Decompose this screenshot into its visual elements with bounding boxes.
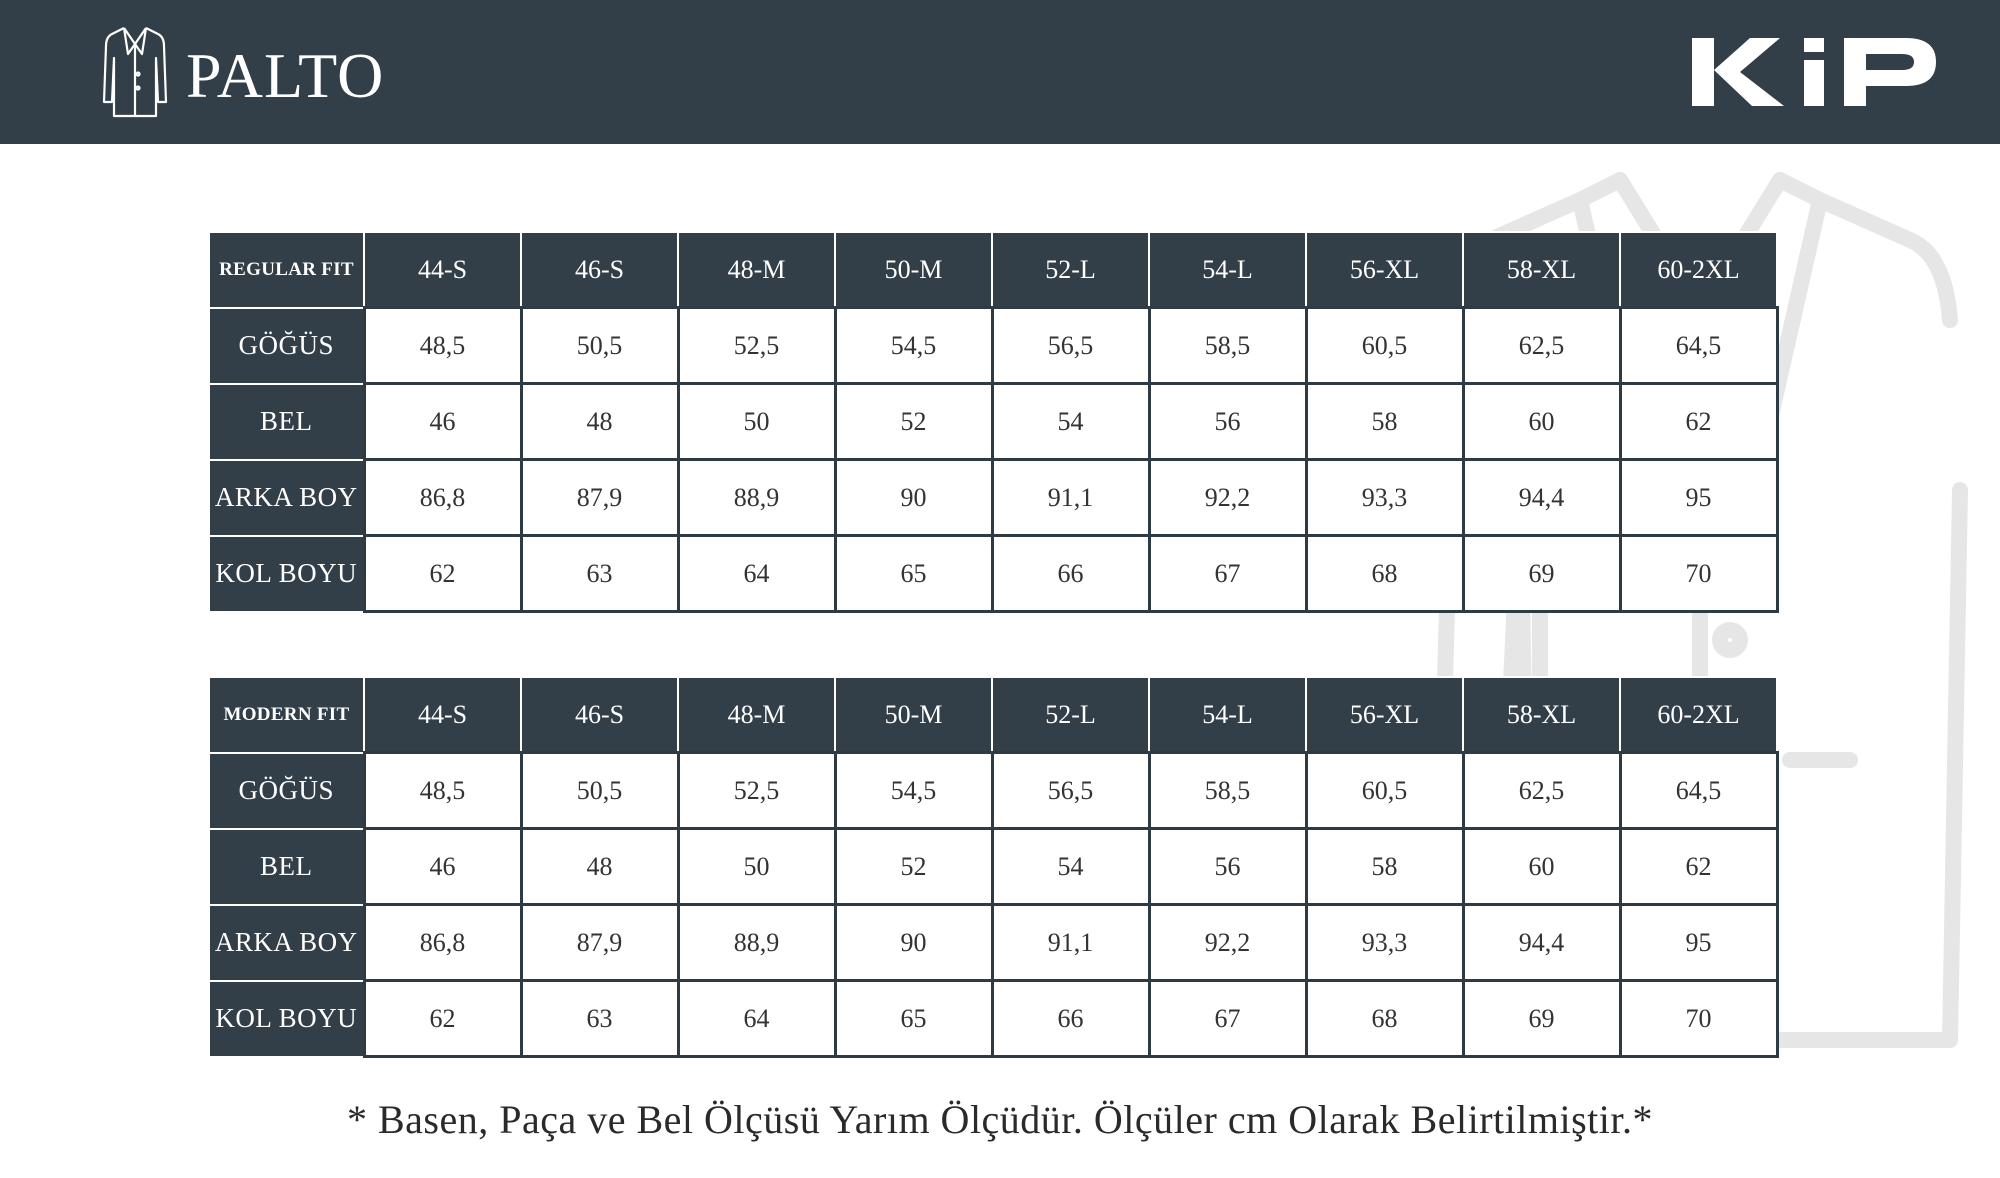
table-cell: 58	[1306, 829, 1463, 905]
row-label: KOL BOYU	[209, 981, 364, 1057]
table-cell: 86,8	[364, 905, 521, 981]
table-cell: 93,3	[1306, 905, 1463, 981]
coat-icon	[102, 24, 168, 120]
table-cell: 52	[835, 829, 992, 905]
row-label: GÖĞÜS	[209, 308, 364, 384]
table-cell: 87,9	[521, 460, 678, 536]
table-cell: 52	[835, 384, 992, 460]
size-header: 50-M	[835, 677, 992, 753]
table-cell: 64	[678, 981, 835, 1057]
size-header: 56-XL	[1306, 677, 1463, 753]
table-cell: 46	[364, 384, 521, 460]
size-header: 52-L	[992, 677, 1149, 753]
table-cell: 60,5	[1306, 753, 1463, 829]
size-header: 48-M	[678, 677, 835, 753]
table-cell: 91,1	[992, 460, 1149, 536]
table-cell: 70	[1620, 981, 1777, 1057]
table-cell: 56,5	[992, 308, 1149, 384]
regular-fit-table	[208, 231, 1779, 613]
header-row	[209, 677, 1777, 753]
table-cell: 66	[992, 536, 1149, 612]
table-cell: 67	[1149, 536, 1306, 612]
table-cell: 50	[678, 384, 835, 460]
modern-fit-table	[208, 676, 1779, 1058]
table-row	[209, 536, 1777, 612]
size-header: 54-L	[1149, 232, 1306, 308]
table-cell: 90	[835, 460, 992, 536]
size-header: 58-XL	[1463, 232, 1620, 308]
table-cell: 88,9	[678, 460, 835, 536]
table-cell: 70	[1620, 536, 1777, 612]
size-header: 48-M	[678, 232, 835, 308]
row-label: ARKA BOY	[209, 460, 364, 536]
table-cell: 65	[835, 981, 992, 1057]
table-row	[209, 829, 1777, 905]
table-cell: 64	[678, 536, 835, 612]
fit-label: MODERN FIT	[209, 677, 364, 753]
row-label: ARKA BOY	[209, 905, 364, 981]
table-cell: 95	[1620, 460, 1777, 536]
table-cell: 54	[992, 384, 1149, 460]
table-cell: 64,5	[1620, 753, 1777, 829]
size-header: 44-S	[364, 232, 521, 308]
table-cell: 66	[992, 981, 1149, 1057]
table-cell: 64,5	[1620, 308, 1777, 384]
table-cell: 91,1	[992, 905, 1149, 981]
size-header: 50-M	[835, 232, 992, 308]
size-header: 46-S	[521, 677, 678, 753]
header-bar	[0, 0, 2000, 144]
table-cell: 58	[1306, 384, 1463, 460]
table-cell: 63	[521, 981, 678, 1057]
size-header: 46-S	[521, 232, 678, 308]
table-cell: 62	[364, 981, 521, 1057]
table-cell: 68	[1306, 981, 1463, 1057]
table-cell: 68	[1306, 536, 1463, 612]
table-cell: 50,5	[521, 753, 678, 829]
table-cell: 58,5	[1149, 308, 1306, 384]
table-cell: 92,2	[1149, 905, 1306, 981]
table-row	[209, 384, 1777, 460]
table-cell: 60	[1463, 829, 1620, 905]
header-row	[209, 232, 1777, 308]
table-cell: 67	[1149, 981, 1306, 1057]
table-cell: 52,5	[678, 308, 835, 384]
table-cell: 54	[992, 829, 1149, 905]
page-title: PALTO	[186, 40, 385, 111]
size-header: 60-2XL	[1620, 232, 1777, 308]
table-cell: 62,5	[1463, 753, 1620, 829]
row-label: BEL	[209, 384, 364, 460]
size-header: 58-XL	[1463, 677, 1620, 753]
table-cell: 56,5	[992, 753, 1149, 829]
table-cell: 62	[364, 536, 521, 612]
table-cell: 69	[1463, 536, 1620, 612]
table-cell: 50	[678, 829, 835, 905]
table-cell: 52,5	[678, 753, 835, 829]
table-row	[209, 753, 1777, 829]
size-header: 60-2XL	[1620, 677, 1777, 753]
table-cell: 48	[521, 829, 678, 905]
table-row	[209, 905, 1777, 981]
table-cell: 54,5	[835, 753, 992, 829]
table-cell: 94,4	[1463, 905, 1620, 981]
table-cell: 86,8	[364, 460, 521, 536]
table-cell: 63	[521, 536, 678, 612]
footnote: * Basen, Paça ve Bel Ölçüsü Yarım Ölçüdür. Ölçüler cm Olarak Belirtilmiştir.*	[346, 1097, 1654, 1142]
table-cell: 94,4	[1463, 460, 1620, 536]
table-cell: 62,5	[1463, 308, 1620, 384]
row-label: GÖĞÜS	[209, 753, 364, 829]
table-cell: 92,2	[1149, 460, 1306, 536]
table-cell: 60,5	[1306, 308, 1463, 384]
table-cell: 90	[835, 905, 992, 981]
table-cell: 56	[1149, 829, 1306, 905]
table-cell: 62	[1620, 384, 1777, 460]
table-cell: 50,5	[521, 308, 678, 384]
table-cell: 87,9	[521, 905, 678, 981]
table-row	[209, 308, 1777, 384]
table-cell: 48,5	[364, 308, 521, 384]
size-header: 54-L	[1149, 677, 1306, 753]
table-cell: 48	[521, 384, 678, 460]
table-cell: 88,9	[678, 905, 835, 981]
size-header: 44-S	[364, 677, 521, 753]
table-cell: 69	[1463, 981, 1620, 1057]
table-cell: 60	[1463, 384, 1620, 460]
kip-logo	[1692, 36, 1936, 108]
table-cell: 46	[364, 829, 521, 905]
row-label: BEL	[209, 829, 364, 905]
row-label: KOL BOYU	[209, 536, 364, 612]
table-row	[209, 460, 1777, 536]
fit-label: REGULAR FIT	[209, 232, 364, 308]
table-cell: 54,5	[835, 308, 992, 384]
table-cell: 95	[1620, 905, 1777, 981]
table-cell: 58,5	[1149, 753, 1306, 829]
table-cell: 62	[1620, 829, 1777, 905]
table-cell: 48,5	[364, 753, 521, 829]
table-cell: 65	[835, 536, 992, 612]
table-cell: 93,3	[1306, 460, 1463, 536]
size-header: 52-L	[992, 232, 1149, 308]
table-row	[209, 981, 1777, 1057]
size-header: 56-XL	[1306, 232, 1463, 308]
table-cell: 56	[1149, 384, 1306, 460]
